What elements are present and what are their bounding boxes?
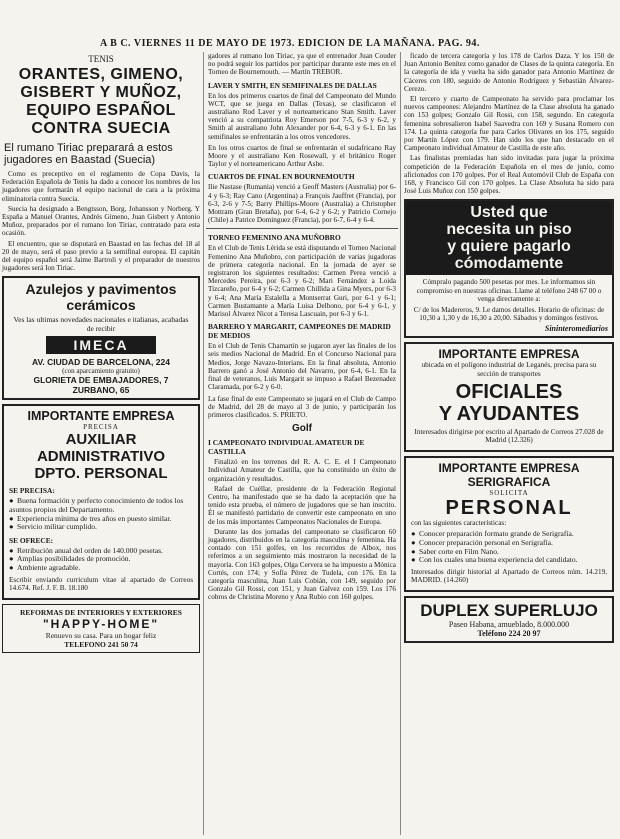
article-body: La fase final de este Campeonato se jugará en el Club de Campo de Madrid, del 28 de mayo al 3 de junio, y participarán los primeros clasificados. S. PRIETO. bbox=[208, 394, 396, 419]
ad-tiles-subtitle: Ves las ultimas novedades nacionales e italianas, acabadas de recibir bbox=[13, 315, 189, 334]
ad-happy-phone: TELEFONO 241 50 74 bbox=[64, 640, 138, 649]
subhead: BARRERO Y MARGARIT, CAMPEONES DE MADRID DE MEDIOS bbox=[208, 322, 391, 341]
ad-piso-sign: Sininteromediarios bbox=[544, 324, 608, 334]
ad-job-role: ADMINISTRATIVO bbox=[36, 448, 166, 466]
article-body: En los dos primeros cuartos de final del Campeonato del Mundo WCT, que se juega en Dallas (Texas), se clasificaron el australiano Rod Laver y el norteamericano Stan Smith. Laver venció a su compatriota Roy Emerson por 7-5, 6-3 y 6-2, y Smith al australiano John Alexander por 6-4, 6-3 y 6-1. En las semifinales se enfrentarán a los otros vencedores. bbox=[208, 91, 396, 141]
ad-piso-address: C/ de los Madereros, 9. Le damos detalles. Horario de oficinas: de 10,30 a 1,30 y de 16,30 a 20,00. Sábados y domingos festivos. bbox=[413, 306, 605, 323]
ad-tiles-address: ZURBANO, 65 bbox=[72, 385, 130, 396]
article-continuation: gadores al rumano Ion Tiriac, ya que el entrenador Juan Couder no podrá seguir los partidos por participar durante este mes en el Torneo de Bournemouth. — Martín TREBOR. bbox=[208, 52, 396, 77]
list-item: ● Con los cuales una buena experiencia del candidato. bbox=[411, 555, 578, 565]
ad-job-req-head: SE PRECISA: bbox=[9, 486, 55, 496]
ad-tiles-address: GLORIETA DE EMBAJADORES, 7 bbox=[33, 375, 169, 386]
paragraph: Suecia ha designado a Bengtsson, Borg, Johansson y Norberg. Y España a Manuel Orantes, Andrés Gimeno, Juan Gisbert y Antonio Muñoz, preparados por el rumano Ion Tiriac, contratado para esta ocasión. bbox=[2, 204, 200, 238]
section-kicker-golf: Golf bbox=[292, 423, 312, 435]
ad-piso-line: cómodamente bbox=[454, 255, 564, 273]
ad-oficiales-title: IMPORTANTE EMPRESA bbox=[438, 347, 580, 362]
ad-tiles-address: AV. CIUDAD DE BARCELONA, 224 bbox=[32, 357, 170, 368]
paragraph: Rafael de Cuéllar, presidente de la Federación Regional Centro, ha manifestado que se ha dado la aceptación que ha tenido esta prueba, el número de jugadores que se han inscrito. Él se manifestó partidario de convertir este campeonato en uno de los más importantes Campeonatos Nacionales de Europa. bbox=[208, 484, 396, 526]
article-body: Ilie Nastase (Rumania) venció a Geoff Masters (Australia) por 6-4 y 6-3; Ray Cano (Argentina) a François Jauffret (Francia), por 6-3, 2-6 y 7-5; Barry Phillips-Moore (Australia) a Christopher Mottram (Gran Bretaña), por 6-4, 6-2 y 6-2; y Patricio Cornejo (Chile) a Patrice Dominguez (Francia), por 6-7, 6-4 y 6-4. bbox=[208, 183, 396, 225]
ad-serigrafica bbox=[404, 456, 614, 592]
ad-serigrafica-title: IMPORTANTE EMPRESA bbox=[438, 461, 580, 476]
ad-tiles-address-note: (con aparcamiento gratuito) bbox=[62, 367, 140, 376]
paragraph: Como es preceptivo en el reglamento de Copa Davis, la Federación Española de Tenis ha dado a conocer los nombres de los jugadores que formarán el equipo nacional de cara a la próxima eliminatoria contra Suecia. bbox=[2, 170, 200, 203]
subhead: CUARTOS DE FINAL EN BOURNEMOUTH bbox=[208, 172, 355, 182]
ad-job-precisa: PRECISA bbox=[83, 423, 119, 432]
column-left bbox=[0, 52, 202, 835]
ad-duplex-phone: Teléfono 224 20 97 bbox=[477, 629, 541, 639]
list-item: ● Buena formación y perfecto conocimiento de todos los asuntos propios del Departamento. bbox=[9, 496, 184, 515]
list-item: ● Retribución anual del orden de 140.000 pesetas. bbox=[9, 545, 163, 555]
headline-deck: El rumano Tiriac preparará a estos jugadores en Baastad (Suecia) bbox=[4, 142, 173, 166]
ad-duplex-sub: Paseo Habana, amueblado, 8.000.000 bbox=[448, 620, 570, 630]
ad-serigrafica-intro: con las siguientes características: bbox=[411, 519, 507, 528]
article-body: En el Club de Tenis Lérida se está disputando el Torneo Nacional Femenino Ana Muñobro, con participación de varias jugadoras de primera categoría nacional. En la jornada de ayer se registraron los siguientes resultados: Carmen Perea venció a Mercedes Pereira, por 6-3 y 6-2; Mari Fernández a Loida Tizcareño, por 6-4 y 6-2; Carmen Chillida a Gina Myers, por 6-3 y 6-4; Ana María Estalella a Montserrat Guri, por 6-1 y 6-1; Carmen Bustamante a María Luisa Delbono, por 6-4 y 6-1, y Marisol Álvarez Nicot a Teresa Lascuain, por 6-3 y 6-1. bbox=[208, 244, 396, 319]
ad-duplex-title: DUPLEX SUPERLUJO bbox=[420, 601, 598, 621]
list-item: ● Experiencia mínima de tres años en puesto similar. bbox=[9, 513, 172, 523]
list-item: ● Conocer preparación personal en Serigrafía. bbox=[411, 538, 553, 548]
list-item: ● Amplias posibilidades de promoción. bbox=[9, 554, 131, 564]
ad-oficiales bbox=[404, 342, 614, 452]
imeca-logo: IMECA bbox=[46, 336, 156, 354]
subhead: TORNEO FEMENINO ANA MUÑOBRO bbox=[208, 233, 341, 243]
column-right bbox=[402, 52, 616, 835]
paragraph: El tercero y cuarto de Campeonato ha servido para proclamar los nuevos campeones: Alejandro Martínez de la Clase absoluta ha ganado con 153 golpes; Gonzalo Gil Rossi, con 158, segundo. En categoría femenina sobresalieron Isabel Saavedra con 169 y Susana Romero con 174. La quinta categoría fue para Carlos Olivares en los 175, seguido por Martín López con 179. Han sido los que han destacado en el Campeonato individual Amateur de Castilla de este año. bbox=[404, 95, 614, 153]
ad-happy-home bbox=[2, 604, 200, 653]
column-divider bbox=[203, 52, 204, 835]
page-header: A B C. VIERNES 11 DE MAYO DE 1973. EDICION DE LA MAÑANA. PAG. 94. bbox=[100, 38, 480, 49]
ad-oficiales-role: Y AYUDANTES bbox=[438, 402, 580, 425]
paragraph: ficado de tercera categoría y los 178 de Carlos Daza. Y los 150 de Juan Antonio Benítez como ganador de Clases de la quinta categoría. En la categoría de ida y vuelta ha sido ganador para Antonio Martínez de Cáceres con 180, seguido de Antonio Rodríguez y Sebastián Álvarez-Cerezo. bbox=[404, 52, 614, 93]
article-body bbox=[208, 458, 396, 601]
paragraph: Las finalistas premiadas han sido invitadas para jugar la próxima competición de la Federación Española en el mes de junio, como aficionados con 170 golpes. Por el Real Automóvil Club de España con 168, y Francisco Gil con 170 golpes. La Clase Absoluta ha sido para José Luis Muñoz con 150 golpes. bbox=[404, 154, 614, 196]
main-headline: ORANTES, GIMENO, GISBERT Y MUÑOZ, EQUIPO ESPAÑOL CONTRA SUECIA bbox=[18, 66, 184, 137]
ad-oficiales-contact: Interesados dirigirse por escrito al Apartado de Correos 27.028 de Madrid (12.326) bbox=[414, 427, 604, 445]
article-body: En los otros cuartos de final se enfrentarán el sudafricano Ray Moore y el australiano Ken Rosewall, y el británico Roger Taylor y el norteamericano Arthur Ashe. bbox=[208, 143, 396, 169]
section-kicker: TENIS bbox=[88, 54, 114, 64]
column-middle bbox=[206, 52, 398, 835]
ad-piso-line: necesita un piso bbox=[446, 221, 572, 239]
column-divider bbox=[400, 52, 401, 835]
article-body bbox=[2, 170, 200, 272]
ad-job-auxiliar bbox=[2, 404, 200, 600]
ad-happy-name: "HAPPY-HOME" bbox=[42, 617, 160, 631]
ad-serigrafica-role: PERSONAL bbox=[445, 497, 573, 520]
ad-serigrafica-title2: SERIGRAFICA bbox=[467, 475, 551, 490]
ad-piso bbox=[404, 199, 614, 338]
ad-job-contact: Escribir enviando curriculum vitae al apartado de Correos 14.674. Ref. J. F. B. 18.180 bbox=[9, 575, 193, 592]
subhead: LAVER Y SMITH, EN SEMIFINALES DE DALLAS bbox=[208, 80, 377, 90]
ad-job-offer-head: SE OFRECE: bbox=[9, 535, 54, 545]
list-item: ● Servicio militar cumplido. bbox=[9, 522, 97, 532]
ad-job-role: DPTO. PERSONAL bbox=[34, 465, 168, 483]
paragraph: El encuentro, que se disputará en Baastad en las fechas del 18 al 20 de mayo, será el paso previo a la semifinal europea. El capitán del equipo español será Jaime Bartroli y el preparador de nuestros jugadores será Ion Tiriac. bbox=[2, 239, 200, 273]
ad-tiles-title: Azulejos y pavimentos bbox=[25, 281, 177, 298]
article-body bbox=[404, 52, 614, 195]
paragraph: Finalizó en los terrenos del R. A. C. E. el I Campeonato Individual Amateur de Castilla, que ha constituido un éxito de organización y resultados. bbox=[208, 458, 396, 483]
ad-oficiales-role: OFICIALES bbox=[455, 380, 563, 403]
ad-piso-line: y quiere pagarlo bbox=[447, 238, 571, 256]
ad-tiles-title2: cerámicos bbox=[66, 297, 136, 314]
ad-happy-line: REFORMAS DE INTERIORES Y EXTERIORES bbox=[20, 608, 182, 617]
ad-tiles bbox=[2, 276, 200, 400]
ad-job-role: AUXILIAR bbox=[65, 431, 137, 449]
subhead: I CAMPEONATO INDIVIDUAL AMATEUR DE CASTILLA bbox=[208, 438, 365, 457]
ad-duplex bbox=[404, 596, 614, 643]
ad-serigrafica-solicita: SOLICITA bbox=[489, 489, 529, 498]
ad-happy-line: Renuevo su casa. Para un hogar feliz bbox=[45, 631, 157, 640]
ad-piso-banner bbox=[406, 201, 612, 275]
list-item: ● Conocer preparación formato grande de Serigrafía. bbox=[411, 529, 574, 539]
list-item: ● Ambiente agradable. bbox=[9, 563, 81, 572]
divider bbox=[206, 228, 398, 229]
ad-piso-line: Usted que bbox=[470, 204, 548, 222]
ad-piso-body: Cómpralo pagando 500 pesetas por mes. Le informamos sin compromiso en nuestras oficinas. Llame al teléfono 248 67 00 o venga directamente a: bbox=[416, 278, 602, 303]
ad-job-title: IMPORTANTE EMPRESA bbox=[27, 409, 175, 424]
ad-oficiales-sub: ubicada en el polígono industrial de Leganés, precisa para su sección de transportes bbox=[421, 361, 597, 378]
article-body: En el Club de Tenis Chamartín se jugaron ayer las finales de los seis medios Nacional de Madrid. En el Concurso Nacional para Medios, Jorge Navazo-Interians. En la final absoluta, Antonio Barrero ganó a José Antonio del Navarro, por 6-4, 6-1. En la final de veteranos, Luis Margarit se impuso a Rafael Bezenadez Claramada, por 6-2 y 6-0. bbox=[208, 342, 396, 392]
paragraph: Durante las dos jornadas del campeonato se clasificaron 60 jugadores, distribuidos en la categoría masculina y femenina. Ha contado con 151 golfes, en los recorridos de Albox, nos referimos a un seguimiento más mostraron la necesidad de la mayoría. Con 163 golpes, Olga Cervera se ha impuesto a Mónica Cortés, con 174; y Sofía Pérez de Tudela, con 176. En la categoría masculina, Juan Luis Cobián, con 149, seguido por Gonzalo Gil Rossi, con 151, y Juan Galvez con 159. Los 176 cobros de Christina Moreno y Ana Rubio con 160 golpes. bbox=[208, 527, 396, 602]
list-item: ● Saber corte en Film Nano. bbox=[411, 546, 499, 556]
ad-serigrafica-contact: Interesados dirigir historial al Apartado de Correos núm. 14.219, MADRID. (14.260) bbox=[411, 567, 607, 585]
